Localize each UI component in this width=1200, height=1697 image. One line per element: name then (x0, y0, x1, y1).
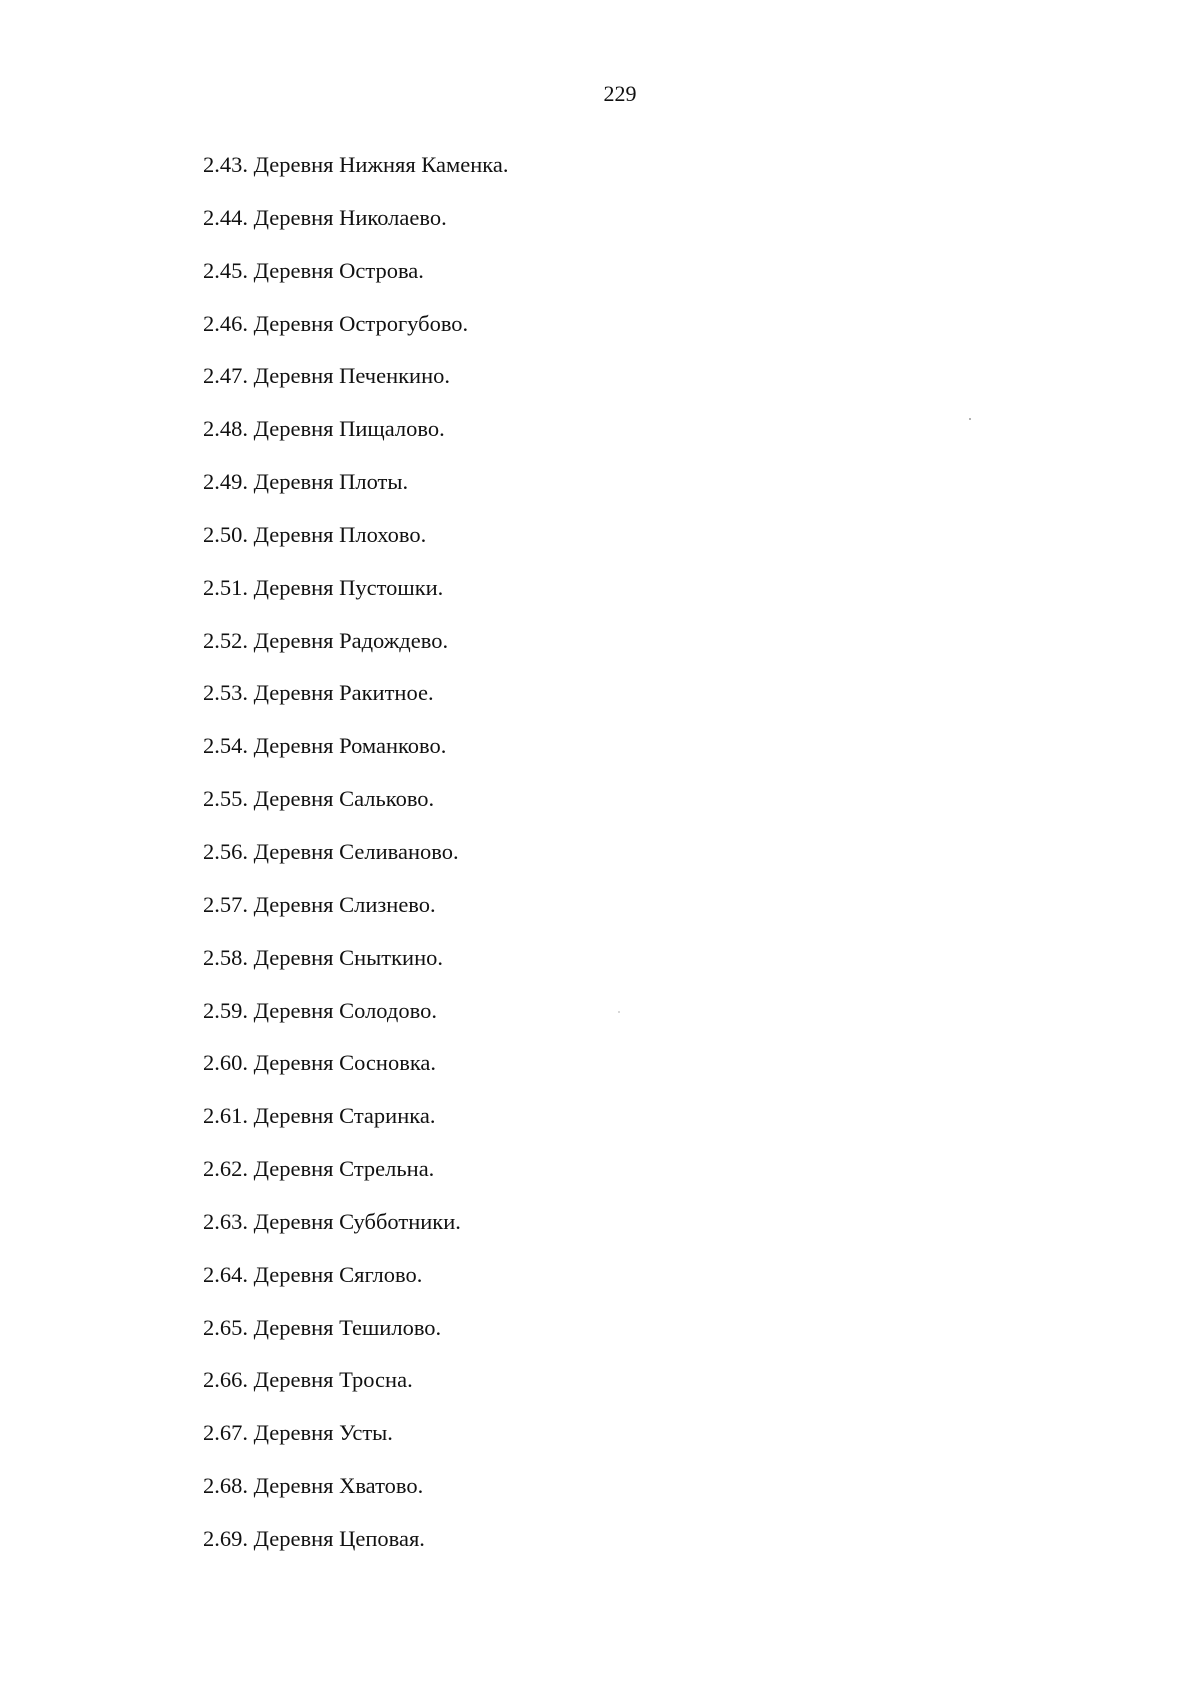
list-item (203, 415, 508, 468)
page-number: 229 (603, 81, 637, 106)
list-item (203, 1419, 508, 1472)
entry-text: Деревня Усты. (253, 1420, 393, 1446)
entry-text: Деревня Плохово. (253, 521, 427, 547)
list-item (203, 838, 508, 891)
entry-text: Деревня Слизнево. (253, 891, 436, 917)
entry-number: 2.59. (203, 997, 248, 1023)
entry-number: 2.63. (203, 1208, 248, 1234)
entry-text: Деревня Острова. (253, 257, 424, 283)
entry-text: Деревня Пустошки. (253, 574, 444, 600)
entry-number: 2.60. (203, 1050, 248, 1076)
list-item (203, 627, 508, 680)
entry-text: Деревня Солодово. (253, 997, 437, 1023)
entry-text: Деревня Стрельна. (253, 1156, 435, 1182)
entry-text: Деревня Старинка. (253, 1103, 436, 1129)
entry-number: 2.54. (203, 733, 248, 759)
list-item (203, 1049, 508, 1102)
entry-number: 2.48. (203, 416, 248, 442)
list-item (203, 362, 508, 415)
list-item (203, 997, 508, 1050)
entry-text: Деревня Николаево. (253, 204, 447, 230)
entry-text: Деревня Сяглово. (253, 1261, 423, 1287)
list-item (203, 257, 508, 310)
list-item (203, 891, 508, 944)
list-item (203, 1366, 508, 1419)
entry-text: Деревня Пищалово. (253, 416, 445, 442)
list-item (203, 944, 508, 997)
settlement-list (203, 151, 508, 1578)
entry-text: Деревня Тешилово. (253, 1314, 442, 1340)
list-item (203, 468, 508, 521)
list-item (203, 1525, 508, 1578)
list-item (203, 1102, 508, 1155)
entry-text: Деревня Печенкино. (253, 363, 451, 389)
entry-text: Деревня Ракитное. (253, 680, 434, 706)
entry-text: Деревня Селиваново. (253, 838, 459, 864)
entry-text: Деревня Сосновка. (253, 1050, 437, 1076)
entry-number: 2.61. (203, 1103, 248, 1129)
list-item (203, 574, 508, 627)
entry-number: 2.69. (203, 1525, 248, 1551)
entry-text: Деревня Нижняя Каменка. (253, 152, 509, 177)
entry-number: 2.58. (203, 944, 248, 970)
entry-number: 2.50. (203, 521, 248, 547)
scan-speck (969, 418, 971, 420)
entry-number: 2.52. (203, 627, 248, 653)
scan-speck (618, 1011, 620, 1013)
entry-text: Деревня Субботники. (253, 1208, 461, 1234)
entry-text: Деревня Плоты. (253, 469, 409, 495)
entry-number: 2.47. (203, 363, 248, 389)
list-item (203, 1314, 508, 1367)
entry-number: 2.49. (203, 469, 248, 495)
list-item (203, 310, 508, 363)
list-item (203, 204, 508, 257)
entry-number: 2.64. (203, 1261, 248, 1287)
entry-number: 2.51. (203, 574, 248, 600)
entry-number: 2.65. (203, 1314, 248, 1340)
list-item (203, 1155, 508, 1208)
list-item (203, 1208, 508, 1261)
list-item (203, 732, 508, 785)
entry-number: 2.57. (203, 891, 248, 917)
list-item (203, 521, 508, 574)
entry-number: 2.67. (203, 1420, 248, 1446)
list-item (203, 1261, 508, 1314)
entry-text: Деревня Сныткино. (253, 944, 443, 970)
entry-number: 2.43. (203, 152, 248, 177)
list-item (203, 1472, 508, 1525)
entry-text: Деревня Романково. (253, 733, 447, 759)
entry-number: 2.56. (203, 838, 248, 864)
entry-number: 2.66. (203, 1367, 248, 1393)
entry-number: 2.68. (203, 1473, 248, 1499)
entry-text: Деревня Радождево. (253, 627, 449, 653)
entry-text: Деревня Острогубово. (253, 310, 469, 336)
list-item (203, 151, 508, 204)
entry-number: 2.44. (203, 204, 248, 230)
entry-text: Деревня Цеповая. (253, 1525, 425, 1551)
list-item (203, 679, 508, 732)
entry-number: 2.55. (203, 786, 248, 812)
entry-text: Деревня Тросна. (253, 1367, 413, 1393)
entry-number: 2.62. (203, 1156, 248, 1182)
entry-number: 2.53. (203, 680, 248, 706)
entry-number: 2.45. (203, 257, 248, 283)
entry-number: 2.46. (203, 310, 248, 336)
list-item (203, 785, 508, 838)
entry-text: Деревня Сальково. (253, 786, 435, 812)
entry-text: Деревня Хватово. (253, 1473, 424, 1499)
